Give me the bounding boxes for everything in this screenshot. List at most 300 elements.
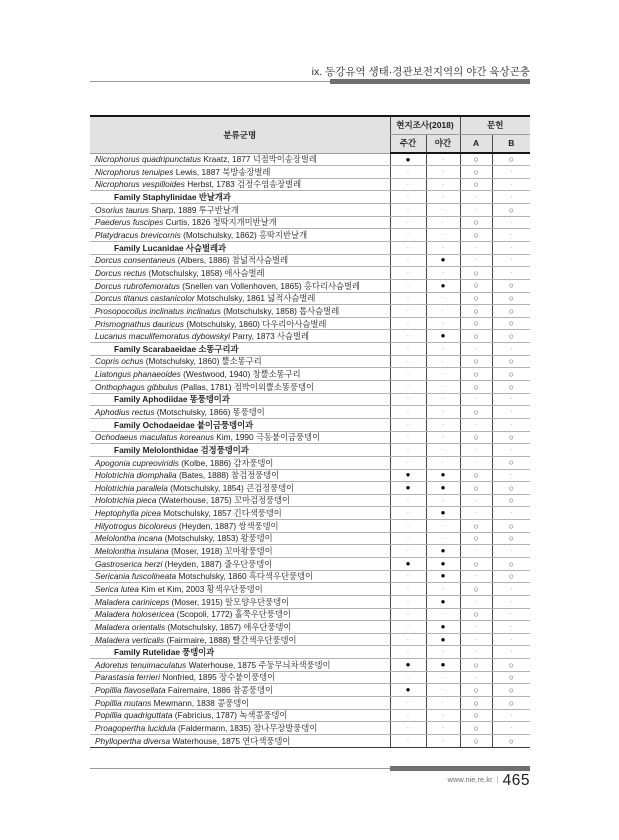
family-name: Family Scarabaeidae 소똥구리과	[90, 343, 390, 356]
mark-lit-a: ○	[460, 520, 492, 533]
species-name: Melolontha insulana (Moser, 1918) 꼬마왕풍뎅이	[90, 545, 390, 558]
mark-lit-a: ○	[460, 292, 492, 305]
species-row	[90, 456, 530, 469]
species-name: Prosopocoilus inclinatus inclinatus (Motschulsky, 1858) 톱사슴벌레	[90, 305, 390, 318]
species-row	[90, 305, 530, 318]
family-name: Family Aphodiidae 똥풍뎅이과	[90, 393, 390, 406]
mark-day: ·	[390, 166, 426, 179]
col-header-lit-b: B	[492, 135, 530, 154]
mark-day: ●	[390, 469, 426, 482]
mark-lit-b: ·	[492, 507, 530, 520]
mark-lit-b: ·	[492, 254, 530, 267]
mark-day: ·	[390, 279, 426, 292]
mark-lit-a: ○	[460, 558, 492, 571]
mark-lit-a: ○	[460, 406, 492, 419]
species-name: Nicrophorus vespilloides Herbst, 1783 검정수염송장벌레	[90, 178, 390, 191]
mark-lit-a: ○	[460, 305, 492, 318]
species-row	[90, 507, 530, 520]
mark-lit-b: ·	[492, 595, 530, 608]
mark-lit-b: ○	[492, 317, 530, 330]
mark-lit-a: ·	[460, 494, 492, 507]
mark-lit-a: ·	[460, 621, 492, 634]
species-row	[90, 317, 530, 330]
species-row	[90, 558, 530, 571]
species-name: Popillia mutans Mewmann, 1838 콩풍뎅이	[90, 697, 390, 710]
mark-night: ●	[426, 621, 460, 634]
mark-lit-b: ·	[492, 418, 530, 431]
species-row	[90, 659, 530, 672]
species-name: Platydracus brevicornis (Motschulsky, 1862) 홍딱지반날개	[90, 229, 390, 242]
species-table	[90, 115, 530, 748]
species-name: Copris ochus (Motschulsky, 1860) 뿔소똥구리	[90, 355, 390, 368]
mark-lit-b: ·	[492, 633, 530, 646]
col-header-literature: 문헌	[460, 116, 530, 135]
mark-lit-a: ·	[460, 646, 492, 659]
mark-day: ·	[390, 532, 426, 545]
family-row	[90, 241, 530, 254]
species-name: Maladera cariniceps (Moser, 1915) 알모양우단풍뎅이	[90, 595, 390, 608]
mark-lit-a: ·	[460, 444, 492, 457]
family-row	[90, 343, 530, 356]
mark-lit-a: ○	[460, 216, 492, 229]
mark-day: ·	[390, 734, 426, 747]
mark-lit-b: ○	[492, 558, 530, 571]
mark-night: ·	[426, 305, 460, 318]
species-name: Apogonia cupreoviridis (Kolbe, 1886) 감자풍뎅이	[90, 456, 390, 469]
species-row	[90, 368, 530, 381]
species-name: Maladera orientalis (Motschulsky, 1857) 애우단풍뎅이	[90, 621, 390, 634]
species-row	[90, 216, 530, 229]
species-name: Hilyotrogus bicoloreus (Heyden, 1887) 쌍색풍뎅이	[90, 520, 390, 533]
mark-night: ·	[426, 456, 460, 469]
mark-night: ·	[426, 153, 460, 166]
species-row	[90, 178, 530, 191]
mark-night: ·	[426, 166, 460, 179]
mark-day: ·	[390, 381, 426, 394]
mark-day: ·	[390, 355, 426, 368]
mark-lit-b: ·	[492, 583, 530, 596]
mark-lit-a: ○	[460, 166, 492, 179]
mark-day: ·	[390, 583, 426, 596]
mark-day: ·	[390, 545, 426, 558]
species-name: Nicrophorus tenuipes Lewis, 1887 북방송장벌레	[90, 166, 390, 179]
mark-night: ●	[426, 545, 460, 558]
mark-lit-b: ·	[492, 608, 530, 621]
mark-lit-b: ·	[492, 444, 530, 457]
mark-lit-a: ·	[460, 633, 492, 646]
mark-lit-a: ○	[460, 431, 492, 444]
species-row	[90, 545, 530, 558]
mark-day: ·	[390, 431, 426, 444]
mark-lit-a: ○	[460, 608, 492, 621]
mark-day: ·	[390, 317, 426, 330]
mark-lit-a: ·	[460, 254, 492, 267]
mark-lit-b: ○	[492, 456, 530, 469]
species-row	[90, 406, 530, 419]
species-row	[90, 355, 530, 368]
species-row	[90, 292, 530, 305]
mark-day: ·	[390, 595, 426, 608]
mark-lit-b: ○	[492, 671, 530, 684]
mark-day: ·	[390, 406, 426, 419]
family-name: Family Rutelidae 풍뎅이과	[90, 646, 390, 659]
mark-lit-a: ○	[460, 279, 492, 292]
mark-lit-b: ·	[492, 229, 530, 242]
species-row	[90, 381, 530, 394]
mark-lit-b: ·	[492, 166, 530, 179]
mark-day: ·	[390, 520, 426, 533]
species-row	[90, 709, 530, 722]
mark-night: ●	[426, 254, 460, 267]
mark-lit-a: ○	[460, 381, 492, 394]
family-row	[90, 191, 530, 204]
mark-lit-a: ○	[460, 330, 492, 343]
mark-lit-a: ○	[460, 734, 492, 747]
mark-lit-a: ○	[460, 482, 492, 495]
family-name: Family Ochodaeidae 붙이금풍뎅이과	[90, 418, 390, 431]
mark-day: ·	[390, 456, 426, 469]
mark-day: ·	[390, 343, 426, 356]
species-name: Popillia flavosellata Fairemaire, 1886 참콩풍뎅이	[90, 684, 390, 697]
mark-night: ●	[426, 558, 460, 571]
mark-lit-a: ○	[460, 659, 492, 672]
mark-night: ·	[426, 646, 460, 659]
col-header-day: 주간	[390, 135, 426, 154]
mark-day: ●	[390, 659, 426, 672]
footer-divider: |	[496, 775, 499, 784]
mark-night: ·	[426, 368, 460, 381]
mark-night: ·	[426, 191, 460, 204]
mark-day: ●	[390, 153, 426, 166]
species-row	[90, 671, 530, 684]
mark-night: ·	[426, 520, 460, 533]
species-name: Sericania fuscolineata Motschulsky, 1860 흑다색우단풍뎅이	[90, 570, 390, 583]
species-row	[90, 608, 530, 621]
mark-lit-b: ·	[492, 545, 530, 558]
species-row	[90, 520, 530, 533]
mark-day: ·	[390, 292, 426, 305]
page-footer	[90, 772, 530, 790]
mark-day: ·	[390, 254, 426, 267]
species-name: Melolontha incana (Motschulsky, 1853) 왕풍뎅이	[90, 532, 390, 545]
header-rule-thick	[330, 79, 530, 84]
mark-night: ·	[426, 343, 460, 356]
species-name: Maladera holosericea (Scopoli, 1772) 홀쭉우단풍뎅이	[90, 608, 390, 621]
species-row	[90, 583, 530, 596]
mark-lit-b: ○	[492, 520, 530, 533]
mark-night: ●	[426, 482, 460, 495]
mark-night: ·	[426, 267, 460, 280]
species-name: Heptophylla picea Motschulsky, 1857 긴다색풍뎅이	[90, 507, 390, 520]
mark-lit-b: ○	[492, 684, 530, 697]
family-name: Family Staphylinidae 반날개과	[90, 191, 390, 204]
mark-lit-b: ○	[492, 494, 530, 507]
species-row	[90, 279, 530, 292]
mark-lit-b: ·	[492, 191, 530, 204]
species-name: Gastroserica herzi (Heyden, 1887) 줄우단풍뎅이	[90, 558, 390, 571]
mark-night: ●	[426, 279, 460, 292]
species-row	[90, 482, 530, 495]
mark-lit-a: ○	[460, 229, 492, 242]
species-name: Ochodaeus maculatus koreanus Kim, 1990 극동붙이금풍뎅이	[90, 431, 390, 444]
species-row	[90, 494, 530, 507]
mark-lit-b: ○	[492, 734, 530, 747]
species-name: Osorius taurus Sharp, 1889 투구반날개	[90, 204, 390, 217]
mark-lit-b: ·	[492, 343, 530, 356]
species-row	[90, 153, 530, 166]
species-row	[90, 570, 530, 583]
family-name: Family Lucanidae 사슴벌레과	[90, 241, 390, 254]
species-name: Onthophagus gibbulus (Pallas, 1781) 점박이외뿔소똥풍뎅이	[90, 381, 390, 394]
species-row	[90, 621, 530, 634]
species-row	[90, 595, 530, 608]
mark-lit-b: ○	[492, 570, 530, 583]
species-name: Phyllopertha diversa Waterhouse, 1875 연다색풍뎅이	[90, 734, 390, 747]
mark-night: ●	[426, 469, 460, 482]
species-name: Proagopertha lucidula (Faldermann, 1835) 참나무장발풍뎅이	[90, 722, 390, 735]
family-row	[90, 393, 530, 406]
mark-lit-b: ○	[492, 355, 530, 368]
mark-lit-a: ·	[460, 507, 492, 520]
mark-day: ·	[390, 633, 426, 646]
species-name: Holotrichia pieca (Waterhouse, 1875) 꼬마검정풍뎅이	[90, 494, 390, 507]
species-name: Liatongus phanaeoides (Westwood, 1940) 창뿔소똥구리	[90, 368, 390, 381]
mark-lit-b: ○	[492, 697, 530, 710]
mark-lit-a: ○	[460, 368, 492, 381]
species-name: Popillia quadriguttata (Fabricius, 1787) 녹색콩풍뎅이	[90, 709, 390, 722]
species-name: Parastasia ferrieri Nonfried, 1895 장수붙이풍뎅이	[90, 671, 390, 684]
header-rule	[90, 79, 530, 84]
mark-lit-a: ·	[460, 570, 492, 583]
mark-night: ·	[426, 684, 460, 697]
mark-lit-a: ○	[460, 684, 492, 697]
species-row	[90, 431, 530, 444]
mark-night: ·	[426, 178, 460, 191]
mark-night: ·	[426, 393, 460, 406]
mark-day: ·	[390, 393, 426, 406]
mark-day: ·	[390, 229, 426, 242]
species-row	[90, 267, 530, 280]
species-name: Holotrichia diomphalia (Bates, 1888) 참검정풍뎅이	[90, 469, 390, 482]
running-head: ix. 동강유역 생태·경관보전지역의 야간 육상곤충	[311, 66, 530, 78]
mark-night: ·	[426, 292, 460, 305]
mark-night: ·	[426, 494, 460, 507]
mark-lit-b: ·	[492, 406, 530, 419]
family-row	[90, 444, 530, 457]
mark-day: ·	[390, 494, 426, 507]
mark-night: ·	[426, 697, 460, 710]
species-name: Lucanus maculifemoratus dybowskyi Parry, 1873 사슴벌레	[90, 330, 390, 343]
species-name: Prismognathus dauricus (Motschulsky, 1860) 다우리아사슴벌레	[90, 317, 390, 330]
mark-day: ·	[390, 368, 426, 381]
mark-day: ·	[390, 621, 426, 634]
species-name: Dorcus consentaneus (Albers, 1886) 참넓적사슴벌레	[90, 254, 390, 267]
col-header-night: 야간	[426, 135, 460, 154]
species-name: Paederus fuscipes Curtis, 1826 청딱지개미반날개	[90, 216, 390, 229]
mark-day: ·	[390, 507, 426, 520]
species-name: Aphodius rectus (Motschulsky, 1866) 똥풍뎅이	[90, 406, 390, 419]
table-body	[90, 153, 530, 747]
species-name: Dorcus titanus castanicolor Motschulsky, 1861 넓적사슴벌레	[90, 292, 390, 305]
table-header	[90, 116, 530, 153]
mark-night: ●	[426, 330, 460, 343]
mark-night: ·	[426, 406, 460, 419]
mark-night: ●	[426, 595, 460, 608]
col-header-lit-a: A	[460, 135, 492, 154]
mark-lit-a: ·	[460, 671, 492, 684]
mark-day: ·	[390, 418, 426, 431]
mark-lit-a: ·	[460, 191, 492, 204]
footer-rule-thick	[390, 766, 530, 771]
species-row	[90, 722, 530, 735]
species-row	[90, 204, 530, 217]
mark-lit-b: ○	[492, 330, 530, 343]
species-name: Serica lutea Kim et Kim, 2003 황색우단풍뎅이	[90, 583, 390, 596]
mark-day: ·	[390, 267, 426, 280]
mark-night: ·	[426, 241, 460, 254]
col-header-taxon: 분류군명	[90, 116, 390, 153]
page-number: 465	[502, 772, 530, 789]
mark-day: ·	[390, 305, 426, 318]
species-row	[90, 330, 530, 343]
mark-lit-a: ○	[460, 583, 492, 596]
mark-lit-a: ○	[460, 317, 492, 330]
mark-lit-b: ·	[492, 393, 530, 406]
family-name: Family Melolonthidae 검정풍뎅이과	[90, 444, 390, 457]
mark-lit-b: ·	[492, 621, 530, 634]
species-row	[90, 469, 530, 482]
species-row	[90, 229, 530, 242]
species-name: Nicrophorus quadripunctatus Kraatz, 1877 넉점박이송장벌레	[90, 153, 390, 166]
species-row	[90, 532, 530, 545]
mark-night: ·	[426, 583, 460, 596]
mark-night: ·	[426, 317, 460, 330]
mark-lit-a: ·	[460, 204, 492, 217]
species-row	[90, 684, 530, 697]
mark-day: ●	[390, 684, 426, 697]
species-row	[90, 734, 530, 747]
mark-day: ·	[390, 646, 426, 659]
mark-night: ·	[426, 709, 460, 722]
mark-day: ·	[390, 241, 426, 254]
family-row	[90, 646, 530, 659]
mark-day: ●	[390, 482, 426, 495]
mark-lit-a: ·	[460, 343, 492, 356]
mark-night: ●	[426, 633, 460, 646]
mark-lit-b: ·	[492, 241, 530, 254]
mark-night: ·	[426, 671, 460, 684]
mark-lit-b: ○	[492, 368, 530, 381]
mark-day: ·	[390, 608, 426, 621]
mark-night: ●	[426, 659, 460, 672]
mark-night: ●	[426, 507, 460, 520]
mark-lit-a: ○	[460, 153, 492, 166]
mark-lit-a: ·	[460, 241, 492, 254]
mark-lit-b: ·	[492, 709, 530, 722]
website-url: www.nie.re.kr	[447, 775, 493, 784]
mark-lit-b: ·	[492, 267, 530, 280]
mark-lit-b: ·	[492, 216, 530, 229]
mark-day: ·	[390, 697, 426, 710]
family-row	[90, 418, 530, 431]
species-name: Dorcus rubrofemoratus (Snellen van Vollenhoven, 1865) 홍다리사슴벌레	[90, 279, 390, 292]
mark-lit-b: ○	[492, 431, 530, 444]
mark-day: ·	[390, 330, 426, 343]
mark-lit-a: ·	[460, 595, 492, 608]
mark-day: ·	[390, 671, 426, 684]
mark-lit-a: ○	[460, 469, 492, 482]
species-row	[90, 166, 530, 179]
mark-night: ·	[426, 532, 460, 545]
mark-day: ●	[390, 558, 426, 571]
mark-lit-b: ○	[492, 532, 530, 545]
species-name: Adoretus tenuimaculatus Waterhouse, 1875 주둥무늬차색풍뎅이	[90, 659, 390, 672]
mark-lit-b: ○	[492, 381, 530, 394]
mark-lit-a: ○	[460, 267, 492, 280]
mark-night: ·	[426, 722, 460, 735]
mark-day: ·	[390, 191, 426, 204]
species-row	[90, 697, 530, 710]
mark-lit-a: ○	[460, 355, 492, 368]
mark-lit-b: ○	[492, 204, 530, 217]
mark-lit-a: ○	[460, 532, 492, 545]
mark-lit-a: ○	[460, 709, 492, 722]
mark-night: ·	[426, 431, 460, 444]
mark-night: ·	[426, 418, 460, 431]
mark-lit-b: ○	[492, 659, 530, 672]
species-name: Holotrichia parallela (Motschulsky, 1854) 큰검정풍뎅이	[90, 482, 390, 495]
mark-lit-a: ○	[460, 722, 492, 735]
mark-night: ·	[426, 229, 460, 242]
mark-lit-a: ·	[460, 393, 492, 406]
species-row	[90, 254, 530, 267]
mark-day: ·	[390, 216, 426, 229]
mark-lit-a: ○	[460, 178, 492, 191]
mark-lit-b: ·	[492, 178, 530, 191]
mark-night: ·	[426, 734, 460, 747]
mark-night: ·	[426, 444, 460, 457]
footer-rule	[90, 766, 530, 771]
mark-day: ·	[390, 178, 426, 191]
mark-lit-b: ·	[492, 646, 530, 659]
mark-day: ·	[390, 722, 426, 735]
mark-day: ·	[390, 444, 426, 457]
mark-night: ·	[426, 204, 460, 217]
mark-night: ·	[426, 355, 460, 368]
mark-lit-b: ○	[492, 305, 530, 318]
mark-lit-b: ·	[492, 722, 530, 735]
mark-day: ·	[390, 709, 426, 722]
species-name: Dorcus rectus (Motschulsky, 1858) 애사슴벌레	[90, 267, 390, 280]
species-name: Maladera verticalis (Fairmaire, 1888) 빨간색우단풍뎅이	[90, 633, 390, 646]
mark-lit-a: ·	[460, 456, 492, 469]
mark-night: ·	[426, 216, 460, 229]
mark-lit-a: ·	[460, 418, 492, 431]
mark-lit-b: ○	[492, 153, 530, 166]
mark-day: ·	[390, 204, 426, 217]
mark-lit-b: ○	[492, 279, 530, 292]
mark-night: ●	[426, 570, 460, 583]
mark-lit-a: ·	[460, 545, 492, 558]
mark-lit-b: ○	[492, 482, 530, 495]
mark-night: ·	[426, 608, 460, 621]
mark-day: ·	[390, 570, 426, 583]
mark-night: ·	[426, 381, 460, 394]
mark-lit-b: ·	[492, 469, 530, 482]
mark-lit-b: ○	[492, 292, 530, 305]
mark-lit-a: ○	[460, 697, 492, 710]
species-row	[90, 633, 530, 646]
